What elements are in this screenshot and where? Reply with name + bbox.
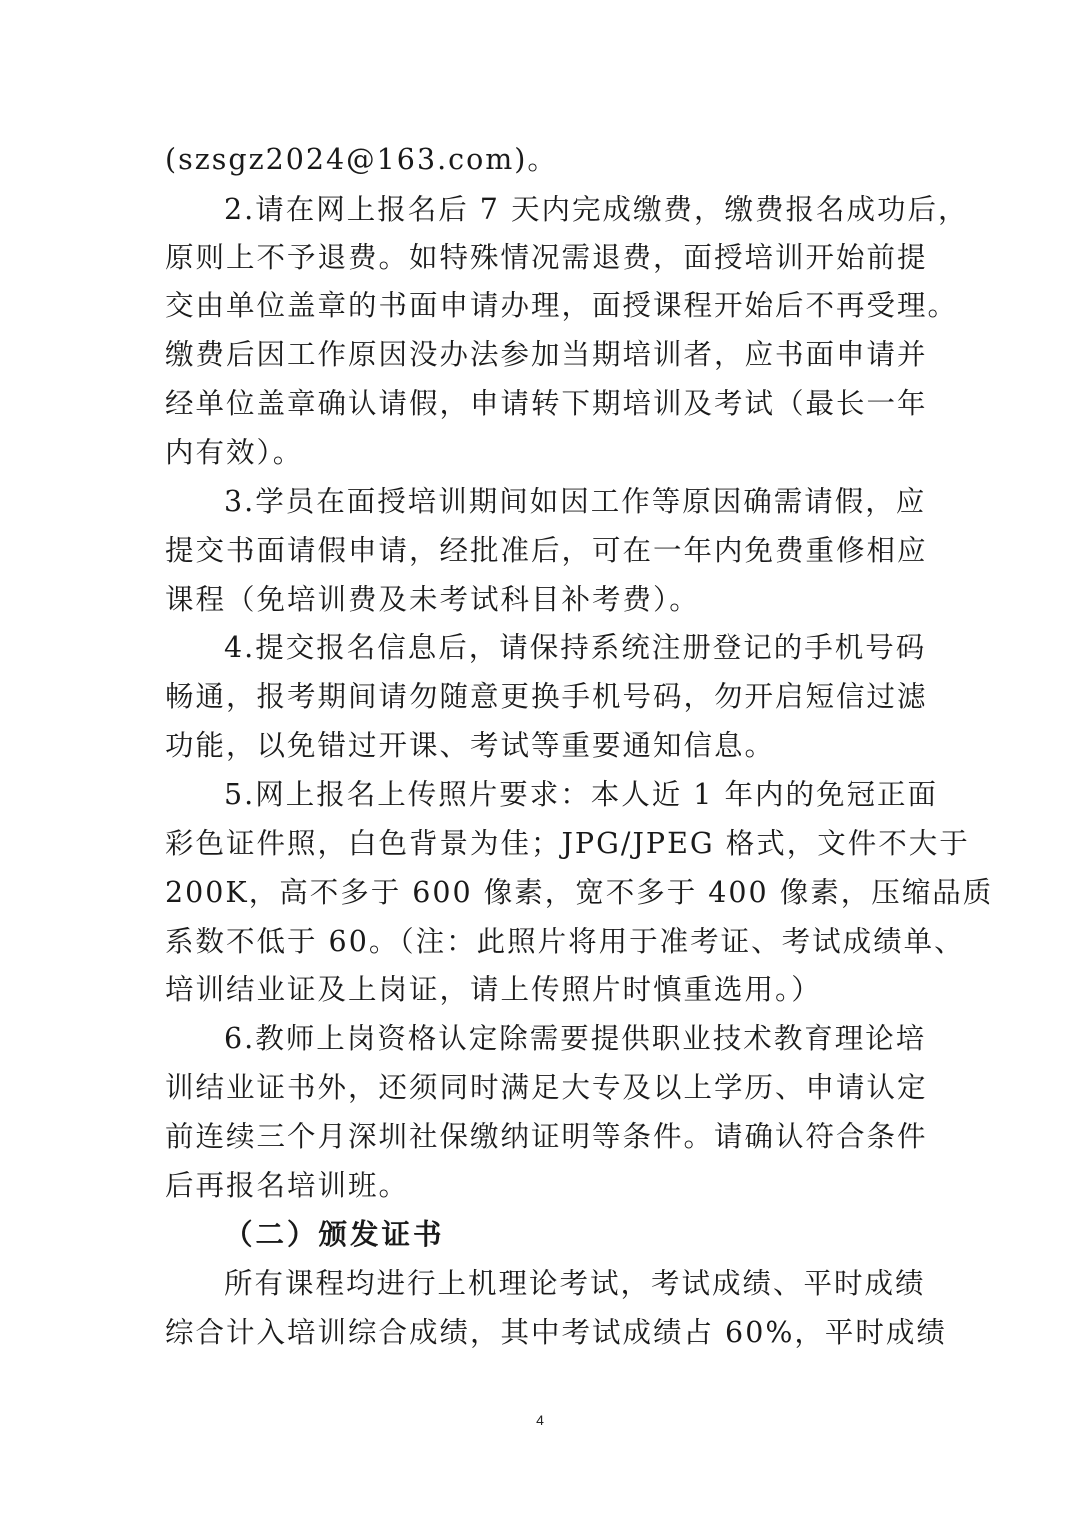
paragraph-line: 课程（免培训费及未考试科目补考费）。: [165, 583, 700, 616]
page-number: 4: [536, 1412, 544, 1428]
paragraph-line: 内有效）。: [165, 436, 304, 469]
paragraph-line: (szsgz2024@163.com)。: [165, 143, 558, 176]
section-heading: （二）颁发证书: [224, 1218, 445, 1251]
paragraph-line: 前连续三个月深圳社保缴纳证明等条件。请确认符合条件: [165, 1120, 928, 1153]
paragraph-line: 功能，以免错过开课、考试等重要通知信息。: [165, 729, 776, 762]
paragraph-line: 综合计入培训综合成绩，其中考试成绩占 60%，平时成绩: [165, 1316, 947, 1349]
paragraph-line: 2.请在网上报名后 7 天内完成缴费，缴费报名成功后，: [224, 193, 969, 226]
paragraph-line: 交由单位盖章的书面申请办理，面授课程开始后不再受理。: [165, 289, 959, 322]
paragraph-line: 200K，高不多于 600 像素，宽不多于 400 像素，压缩品质: [165, 876, 994, 909]
paragraph-line: 彩色证件照，白色背景为佳；JPG/JPEG 格式，文件不大于: [165, 827, 970, 860]
paragraph-line: 训结业证书外，还须同时满足大专及以上学历、申请认定: [165, 1071, 928, 1104]
paragraph-line: 5.网上报名上传照片要求：本人近 1 年内的免冠正面: [224, 778, 938, 811]
paragraph-line: 后再报名培训班。: [165, 1169, 410, 1202]
paragraph-line: 畅通，报考期间请勿随意更换手机号码，勿开启短信过滤: [165, 680, 928, 713]
paragraph-line: 提交书面请假申请，经批准后，可在一年内免费重修相应: [165, 534, 928, 567]
paragraph-line: 缴费后因工作原因没办法参加当期培训者，应书面申请并: [165, 338, 928, 371]
paragraph-line: 经单位盖章确认请假，申请转下期培训及考试（最长一年: [165, 387, 928, 420]
paragraph-line: 原则上不予退费。如特殊情况需退费，面授培训开始前提: [165, 241, 928, 274]
paragraph-line: 系数不低于 60。（注：此照片将用于准考证、考试成绩单、: [165, 925, 965, 958]
paragraph-line: 所有课程均进行上机理论考试，考试成绩、平时成绩: [224, 1267, 926, 1300]
paragraph-line: 4.提交报名信息后，请保持系统注册登记的手机号码: [224, 631, 927, 664]
paragraph-line: 6.教师上岗资格认定除需要提供职业技术教育理论培: [224, 1022, 927, 1055]
paragraph-line: 培训结业证及上岗证，请上传照片时慎重选用。）: [165, 973, 822, 1006]
paragraph-line: 3.学员在面授培训期间如因工作等原因确需请假，应: [224, 485, 927, 518]
